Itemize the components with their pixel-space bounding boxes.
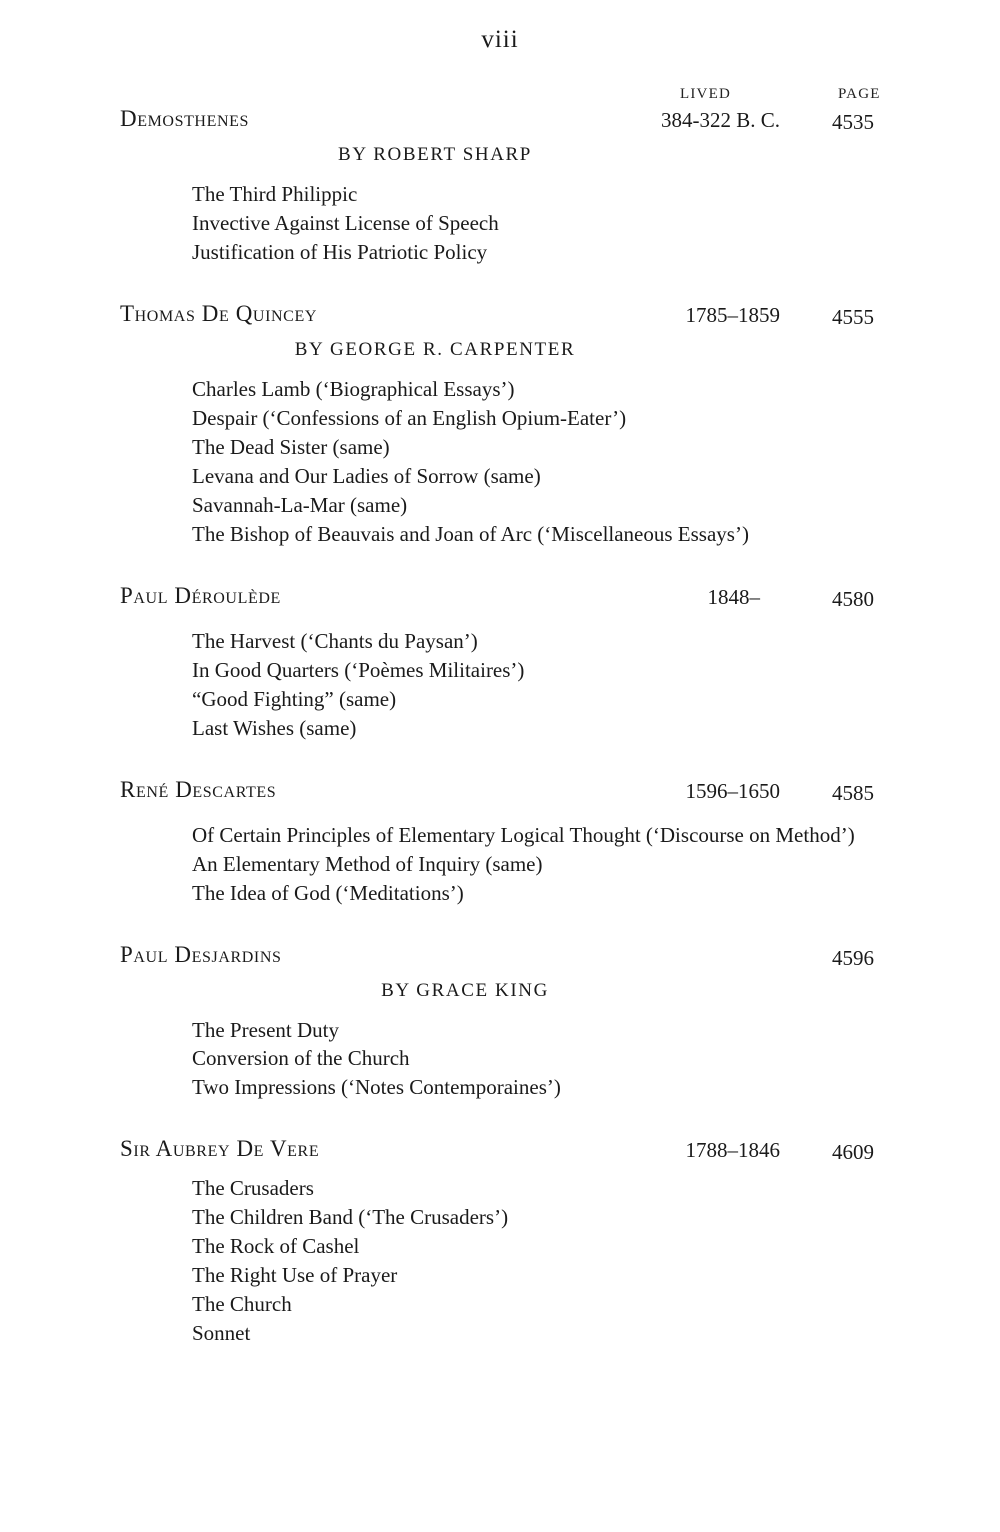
work-item[interactable]: Invective Against License of Speech bbox=[192, 210, 499, 235]
toc-entry bbox=[120, 301, 890, 549]
work-item[interactable]: Two Impressions (‘Notes Contemporaines’) bbox=[192, 1075, 561, 1100]
work-item[interactable]: The Crusaders bbox=[192, 1176, 314, 1201]
column-header-page: PAGE bbox=[838, 86, 881, 102]
entry-works-list bbox=[120, 1174, 890, 1348]
work-item[interactable]: Of Certain Principles of Elementary Logical Thought (‘Discourse on Method’) bbox=[192, 822, 855, 847]
work-item[interactable]: Levana and Our Ladies of Sorrow (same) bbox=[192, 463, 541, 488]
work-item[interactable]: Charles Lamb (‘Biographical Essays’) bbox=[192, 376, 515, 401]
toc-entry bbox=[120, 942, 890, 1103]
entry-author-name[interactable]: Paul Desjardins bbox=[120, 941, 282, 967]
work-item[interactable]: The Third Philippic bbox=[192, 182, 358, 206]
entry-works-list bbox=[120, 821, 890, 908]
toc-entry bbox=[120, 583, 890, 743]
entry-works-list bbox=[120, 180, 890, 267]
work-item[interactable]: The Dead Sister (same) bbox=[192, 434, 390, 459]
page-folio: viii bbox=[481, 26, 519, 53]
toc-entry bbox=[120, 777, 890, 908]
work-item[interactable]: Justification of His Patriotic Policy bbox=[192, 239, 488, 264]
entry-works-list bbox=[120, 375, 890, 549]
entry-author-name[interactable]: Thomas De Quincey bbox=[120, 300, 317, 326]
work-item[interactable]: The Harvest (‘Chants du Paysan’) bbox=[192, 628, 478, 653]
work-item[interactable]: The Right Use of Prayer bbox=[192, 1263, 398, 1288]
entry-author-name[interactable]: Sir Aubrey De Vere bbox=[120, 1136, 320, 1162]
entry-page-number[interactable]: 4535 bbox=[832, 110, 874, 134]
work-item[interactable]: Savannah-La-Mar (same) bbox=[192, 492, 408, 517]
work-item[interactable]: In Good Quarters (‘Poèmes Militaires’) bbox=[192, 657, 525, 682]
toc-entry bbox=[120, 1136, 890, 1348]
work-item[interactable]: Conversion of the Church bbox=[192, 1046, 410, 1071]
entry-byline: BY GRACE KING bbox=[381, 979, 549, 1001]
entry-byline: BY ROBERT SHARP bbox=[338, 144, 532, 165]
entry-header bbox=[120, 106, 890, 136]
toc-entry bbox=[120, 106, 890, 267]
work-item[interactable]: “Good Fighting” (same) bbox=[192, 686, 397, 711]
entry-page-number[interactable]: 4580 bbox=[832, 586, 874, 611]
work-item[interactable]: An Elementary Method of Inquiry (same) bbox=[192, 851, 543, 876]
entry-page-number[interactable]: 4585 bbox=[832, 780, 874, 805]
entry-works-list bbox=[120, 627, 890, 743]
work-item[interactable]: The Rock of Cashel bbox=[192, 1234, 360, 1259]
entry-lived: 1788–1846 bbox=[685, 1138, 780, 1163]
entry-header bbox=[120, 777, 890, 807]
column-header-lived: LIVED bbox=[680, 86, 731, 102]
work-item[interactable]: The Church bbox=[192, 1292, 292, 1317]
work-item[interactable]: The Present Duty bbox=[192, 1017, 339, 1042]
entry-lived: 384-322 B. C. bbox=[660, 108, 780, 132]
entry-page-number[interactable]: 4596 bbox=[832, 945, 874, 970]
entry-author-name[interactable]: Paul Déroulède bbox=[120, 582, 281, 608]
work-item[interactable]: Last Wishes (same) bbox=[192, 715, 357, 740]
column-headers bbox=[120, 86, 890, 106]
entry-works-list bbox=[120, 1016, 890, 1103]
entry-lived: 1785–1859 bbox=[685, 302, 780, 327]
work-item[interactable]: The Bishop of Beauvais and Joan of Arc (‘Miscellaneous Essays’) bbox=[192, 521, 749, 546]
toc-content bbox=[110, 86, 890, 1348]
entry-author-name[interactable]: Demosthenes bbox=[120, 106, 249, 131]
entry-lived: 1848– bbox=[707, 584, 760, 609]
work-item[interactable]: Sonnet bbox=[192, 1321, 251, 1346]
entry-page-number[interactable]: 4555 bbox=[832, 304, 874, 329]
entry-page-number[interactable]: 4609 bbox=[832, 1140, 874, 1165]
entry-byline: BY GEORGE R. CARPENTER bbox=[294, 338, 576, 360]
entry-header bbox=[120, 583, 890, 613]
work-item[interactable]: The Children Band (‘The Crusaders’) bbox=[192, 1205, 509, 1230]
entry-header bbox=[120, 942, 890, 972]
work-item[interactable]: Despair (‘Confessions of an English Opium-Eater’) bbox=[192, 405, 627, 430]
work-item[interactable]: The Idea of God (‘Meditations’) bbox=[192, 880, 464, 905]
entry-header bbox=[120, 301, 890, 331]
entry-header bbox=[120, 1136, 890, 1166]
entry-author-name[interactable]: René Descartes bbox=[120, 776, 277, 802]
entry-lived: 1596–1650 bbox=[685, 778, 780, 803]
